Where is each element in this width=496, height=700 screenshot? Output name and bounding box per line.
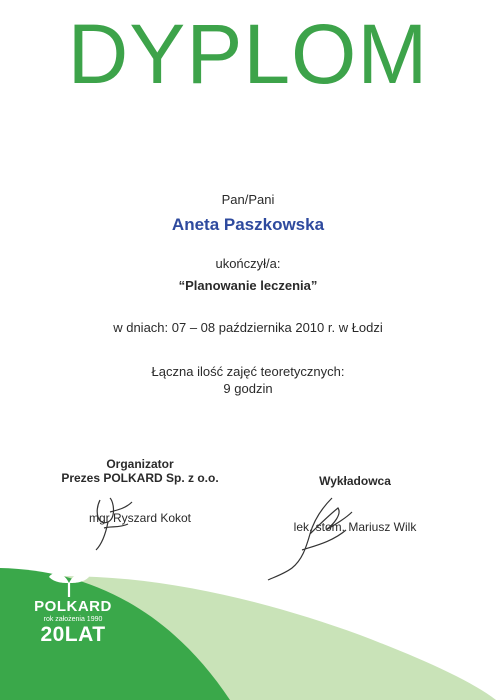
organizer-name: mgr Ryszard Kokot	[88, 511, 192, 525]
course-name: “Planowanie leczenia”	[178, 278, 318, 293]
diploma-title: DYPLOM	[67, 7, 429, 101]
lecturer-name: lek. stom. Mariusz Wilk	[293, 520, 417, 534]
course-dates: w dniach: 07 – 08 października 2010 r. w Łodzi	[113, 320, 383, 335]
polkard-logo	[28, 598, 118, 647]
hours-value: 9 godzin	[223, 381, 273, 396]
logo-subtitle: rok założenia 1990	[43, 616, 103, 623]
logo-brand: POLKARD	[34, 598, 112, 615]
organizer-title: Organizator	[106, 457, 174, 471]
salutation: Pan/Pani	[221, 192, 275, 207]
organizer-subtitle: Prezes POLKARD Sp. z o.o.	[61, 471, 219, 485]
hours-label: Łączna ilość zajęć teoretycznych:	[151, 364, 345, 379]
logo-years: 20LAT	[40, 623, 106, 646]
sprout-logo-icon	[47, 567, 91, 599]
recipient-name: Aneta Paszkowska	[171, 215, 325, 234]
completed-label: ukończył/a:	[215, 256, 281, 271]
lecturer-title: Wykładowca	[319, 474, 391, 488]
